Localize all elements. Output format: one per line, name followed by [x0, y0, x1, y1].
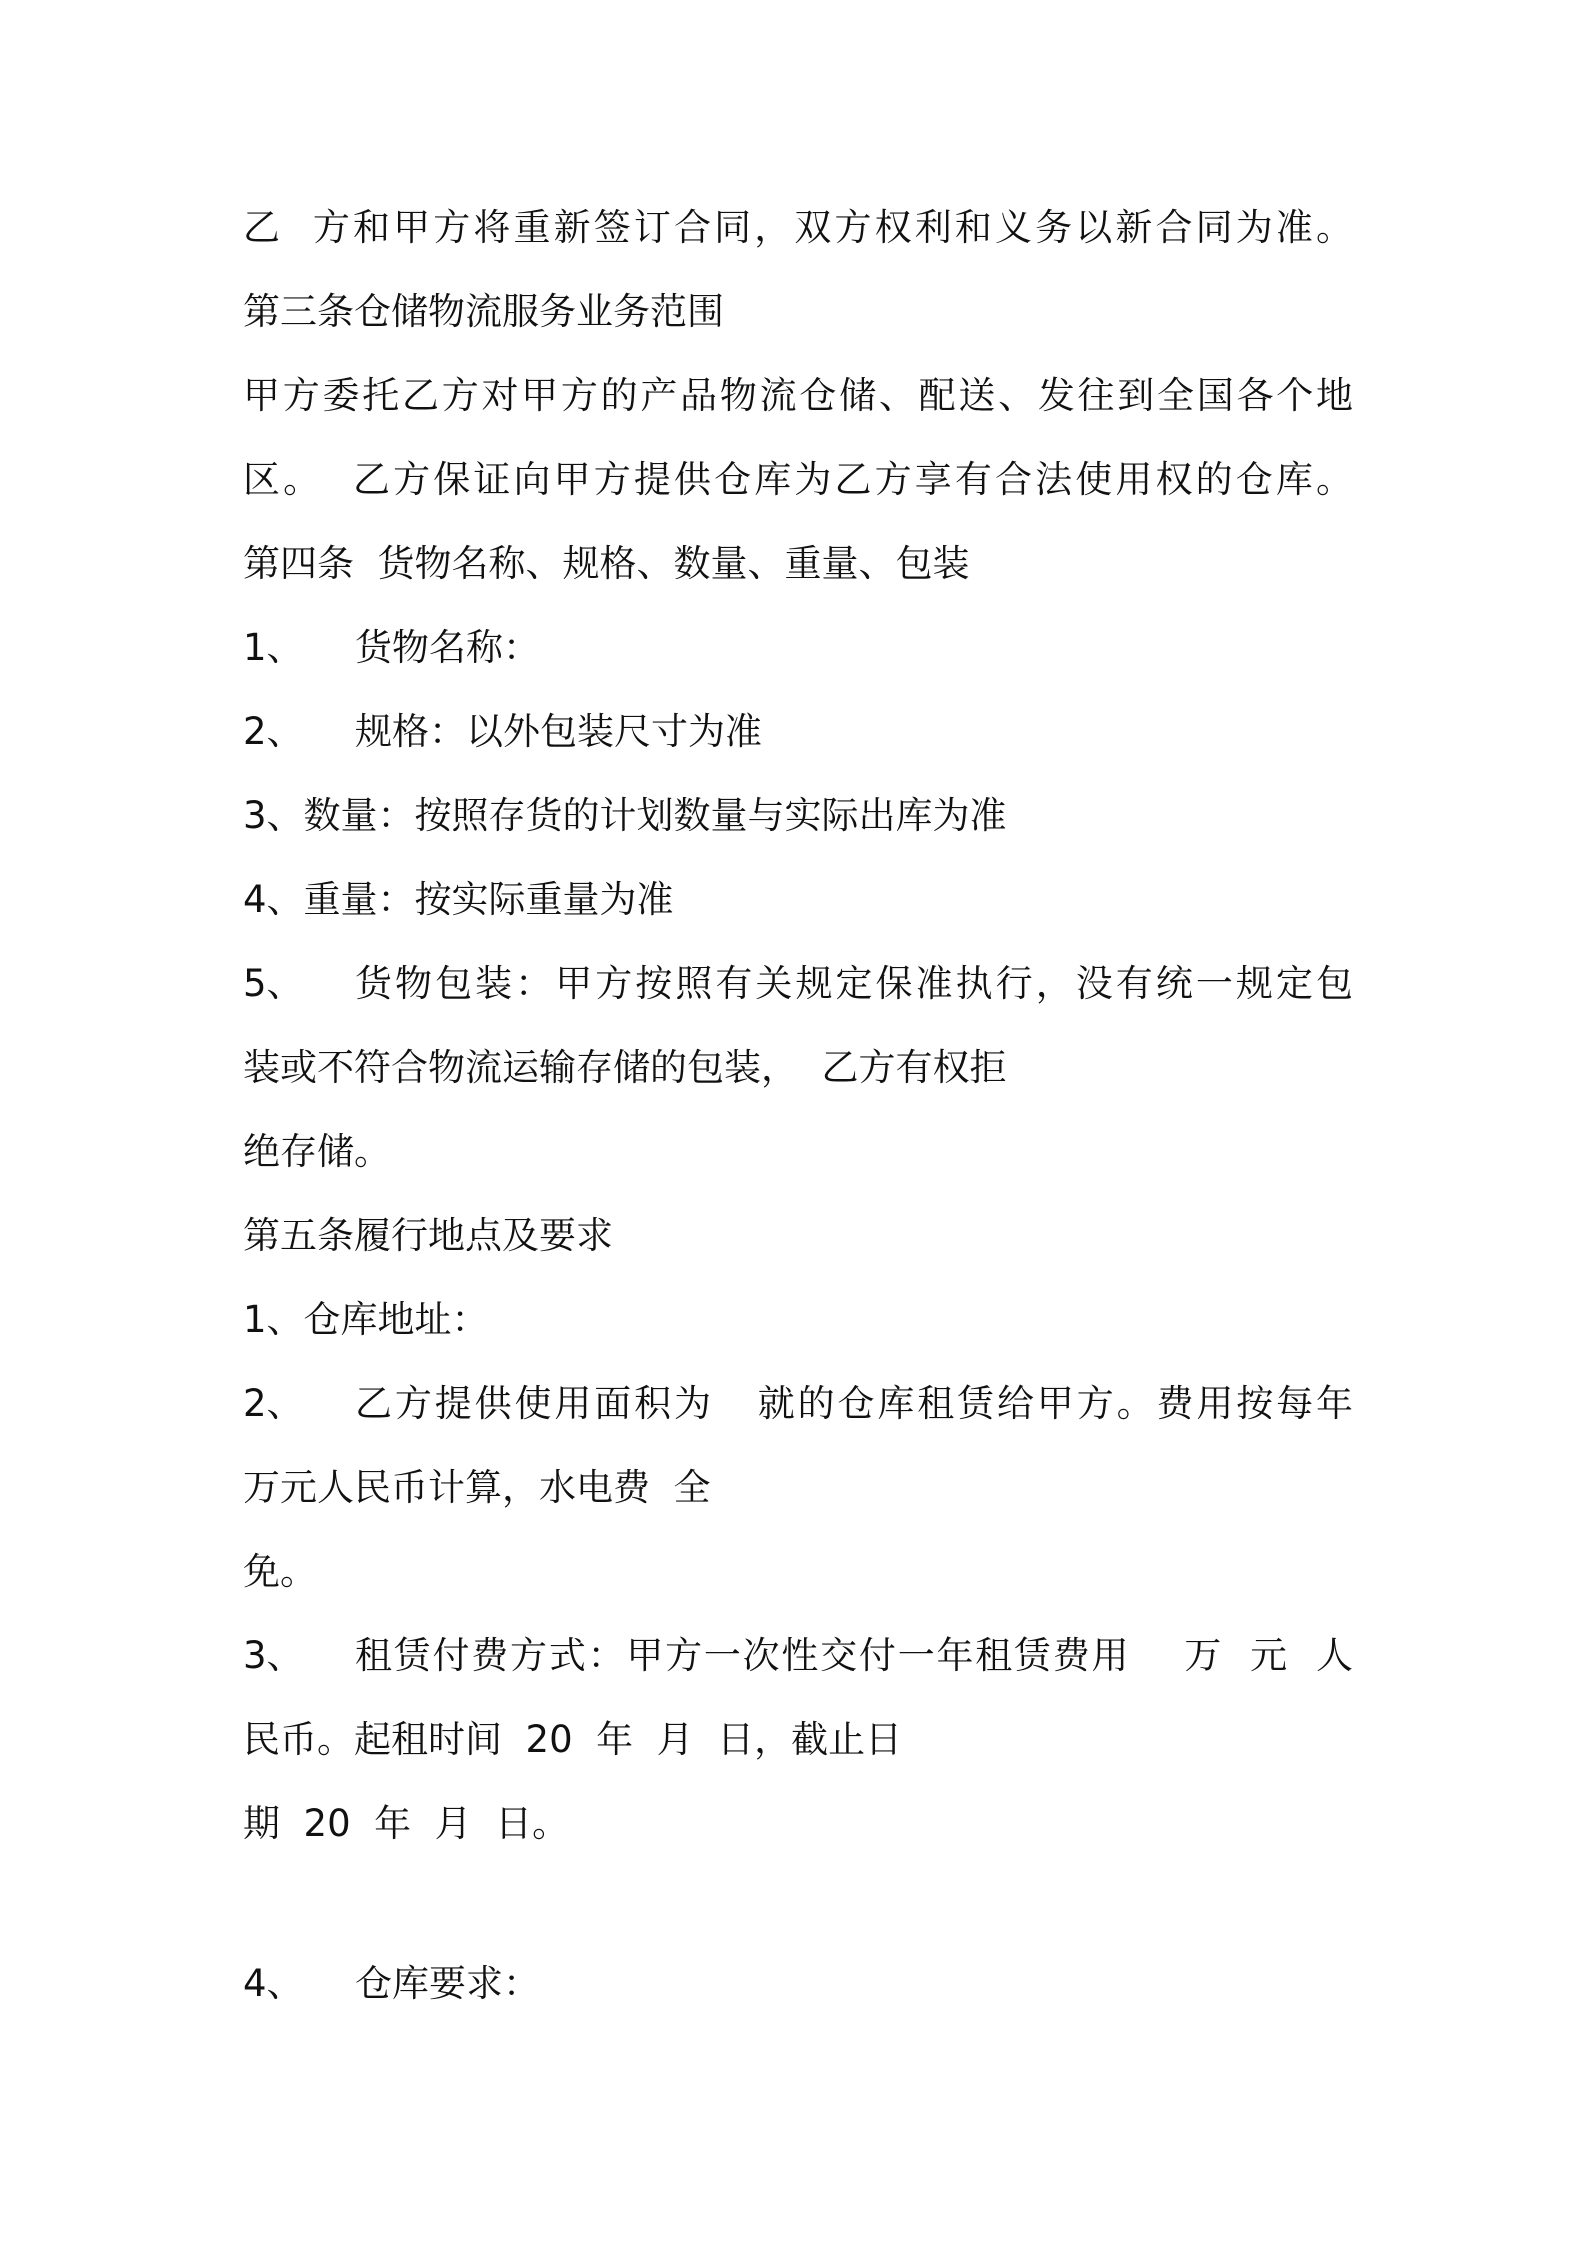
section-heading-article-3: 第三条仓储物流服务业务范围 [243, 290, 724, 333]
section-heading-article-5: 第五条履行地点及要求 [243, 1214, 613, 1257]
list-item-text: 仓库要求： [355, 1962, 540, 2005]
paragraph-line: 万元人民币计算，水电费 全 [243, 1466, 711, 1509]
paragraph-line: 区。 乙方保证向甲方提供仓库为乙方享有合法使用权的仓库。 [243, 458, 1353, 501]
paragraph-line: 绝存储。 [243, 1130, 391, 1173]
list-item-number: 4、 [243, 1962, 304, 2005]
list-item-text: 货物包装：甲方按照有关规定保准执行，没有统一规定包 [355, 962, 1353, 1005]
paragraph-line: 装或不符合物流运输存储的包装， 乙方有权拒 [243, 1046, 1007, 1089]
paragraph-line: 免。 [243, 1550, 317, 1593]
list-item-text: 租赁付费方式：甲方一次性交付一年租赁费用 万 元 人 [355, 1634, 1353, 1677]
list-item-number: 3、 [243, 1634, 304, 1677]
paragraph-line: 甲方委托乙方对甲方的产品物流仓储、配送、发往到全国各个地 [243, 374, 1353, 417]
list-item: 4、重量：按实际重量为准 [243, 878, 674, 921]
list-item-number: 2、 [243, 1382, 304, 1425]
list-item: 3、数量：按照存货的计划数量与实际出库为准 [243, 794, 1007, 837]
list-item-number: 5、 [243, 962, 304, 1005]
section-heading-article-4: 第四条 货物名称、规格、数量、重量、包装 [243, 542, 970, 585]
paragraph-line: 民币。起租时间 20 年 月 日，截止日 [243, 1718, 903, 1761]
list-item-number: 1、 [243, 626, 304, 669]
paragraph-line: 期 20 年 月 日。 [243, 1802, 570, 1845]
list-item-text: 货物名称： [355, 626, 540, 669]
list-item-text: 规格：以外包装尺寸为准 [355, 710, 762, 753]
list-item-text: 乙方提供使用面积为 就的仓库租赁给甲方。费用按每年 [355, 1382, 1353, 1425]
list-item-number: 2、 [243, 710, 304, 753]
list-item: 1、仓库地址： [243, 1298, 489, 1341]
paragraph-line: 乙 方和甲方将重新签订合同，双方权利和义务以新合同为准。 [243, 206, 1353, 249]
